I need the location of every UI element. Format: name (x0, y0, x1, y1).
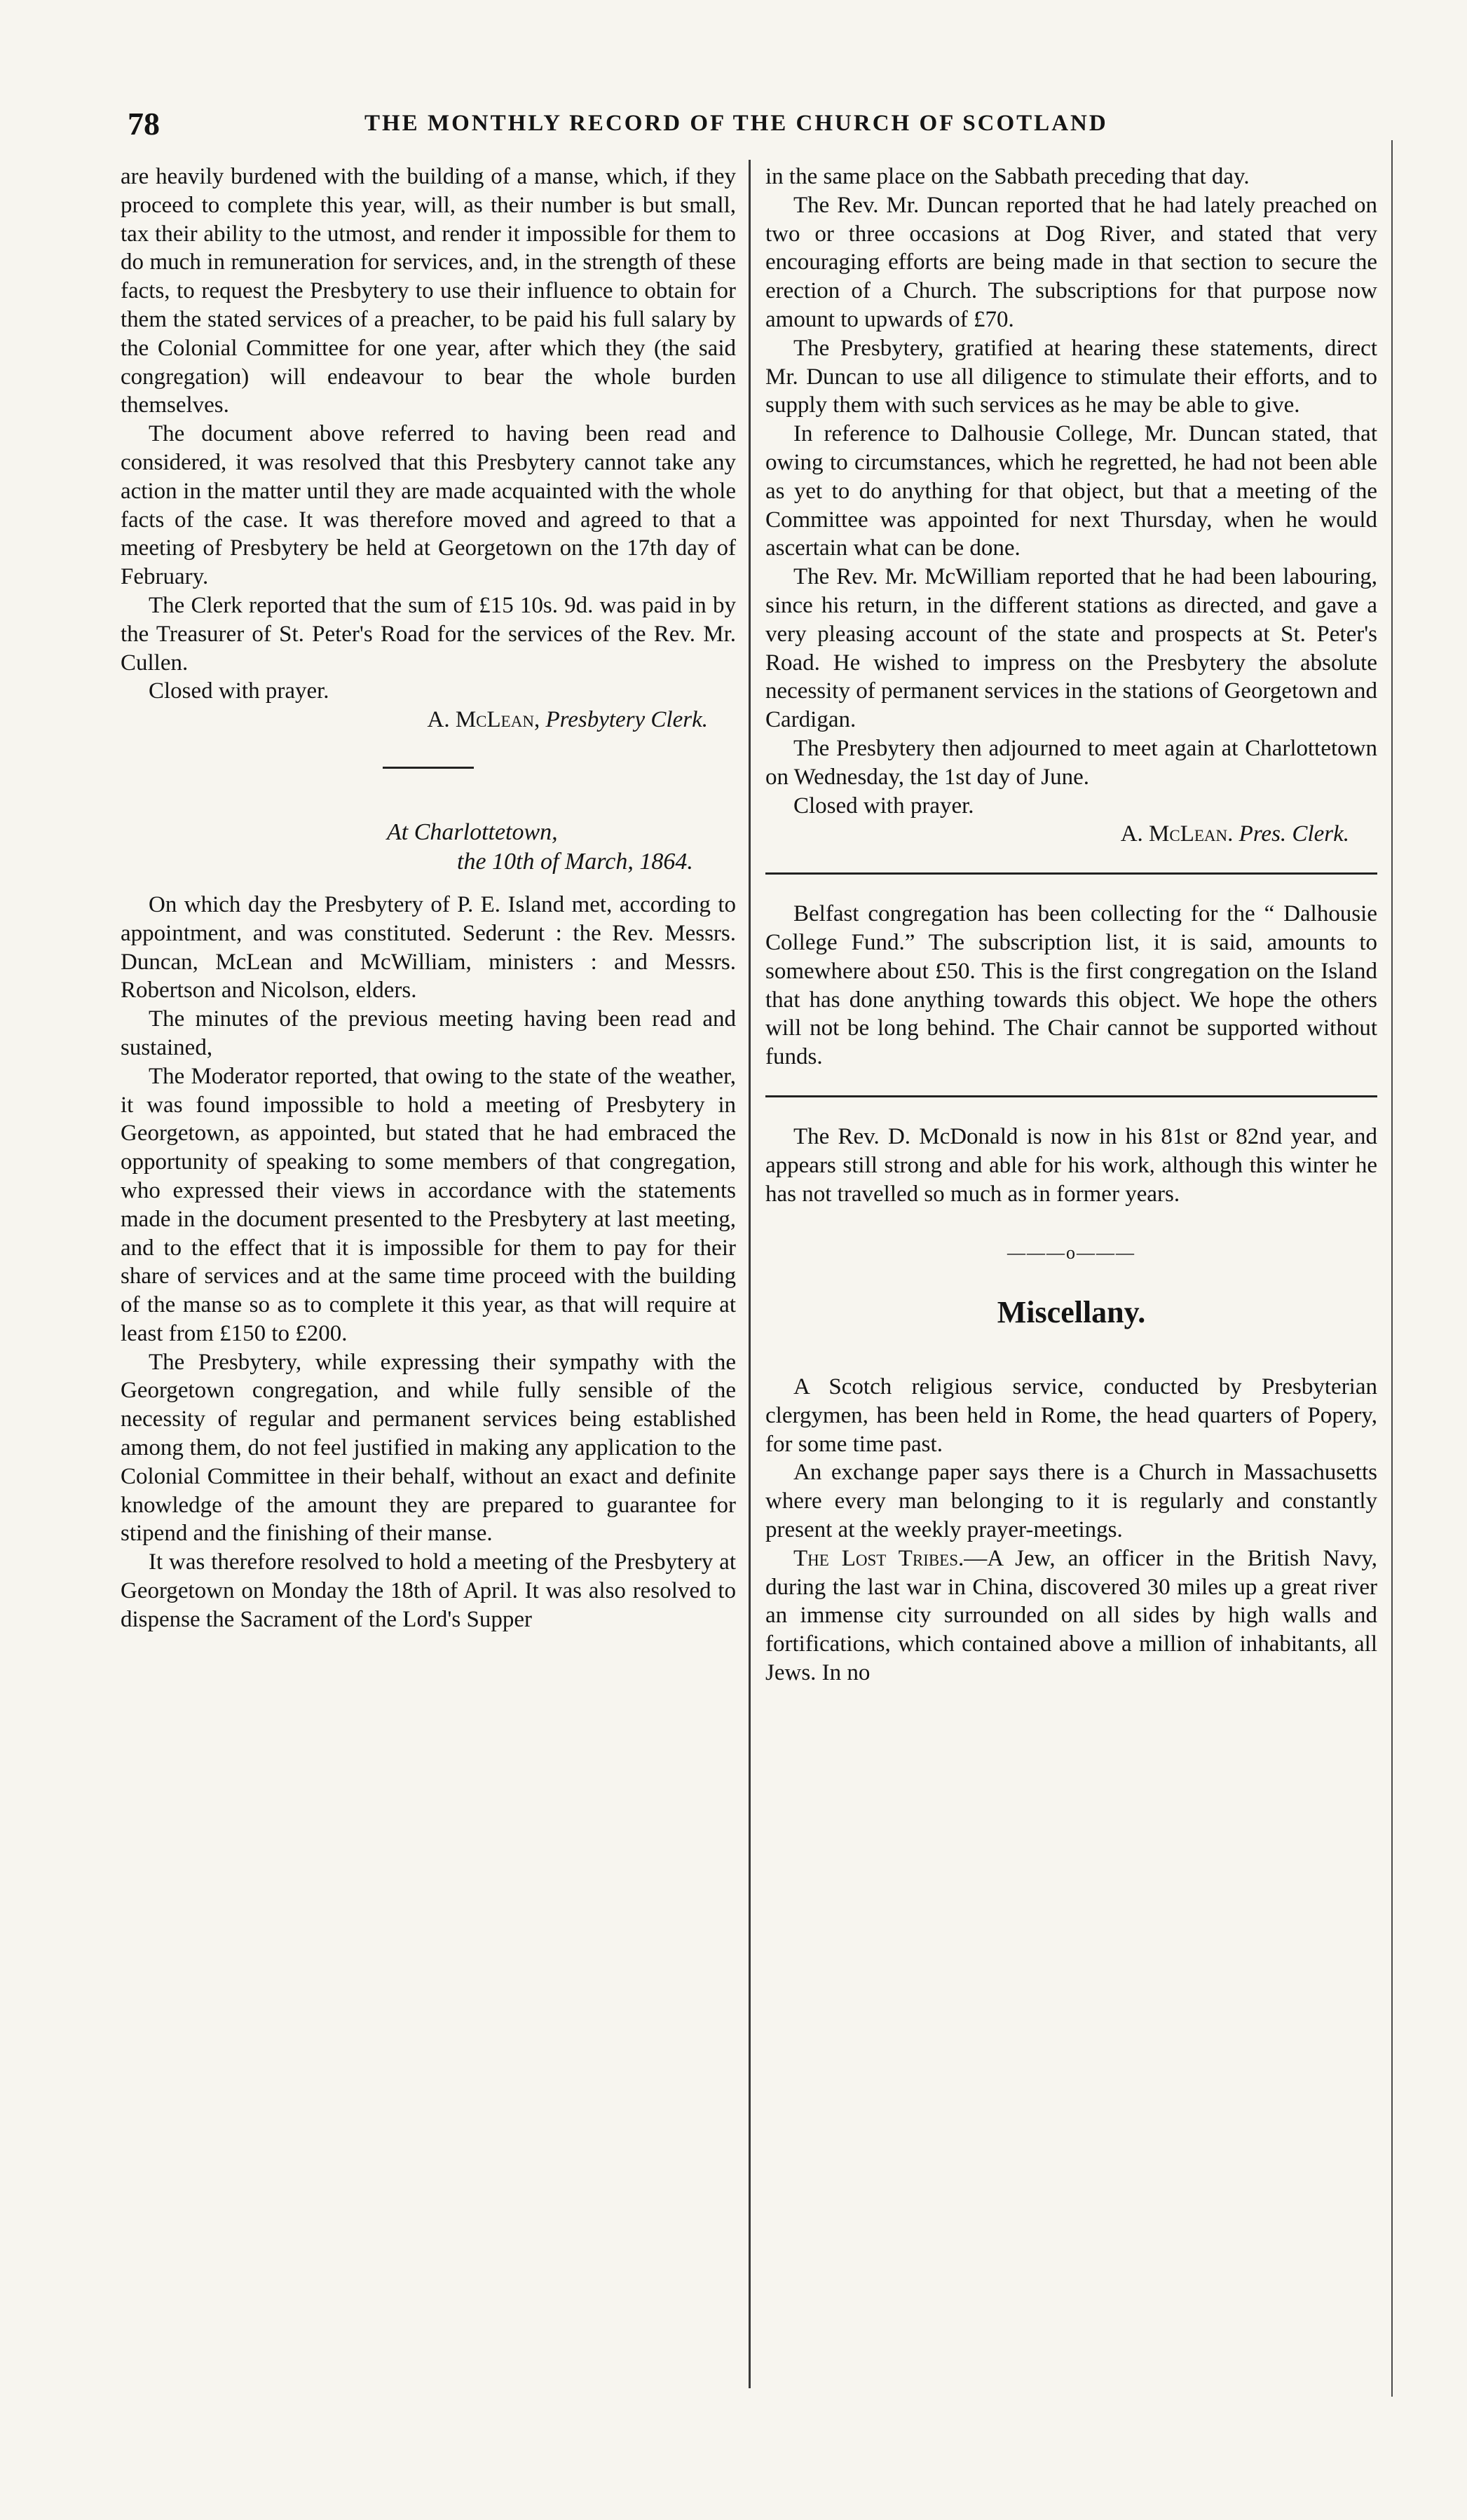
page-edge-rule (1391, 140, 1393, 2397)
dateline-date: the 10th of March, 1864. (457, 848, 693, 875)
ornament-divider: ———o——— (1007, 1242, 1135, 1264)
paragraph: Closed with prayer. (149, 678, 329, 704)
paragraph: Closed with prayer. (793, 793, 974, 819)
paragraph: The Moderator reported, that owing to the state of the weather, it was found impossible to hold a meeting of Presbytery in Georgetown, as appointed, but stated that he had embraced the opportunity of speaking to some members of that congregation, who expressed their views in accordance with the statements made in the document presented to the Presbytery at last meeting, and to the effect that it is impossible for them to pay for their share of services and at the same time proceed with the building of the manse so as to complete it this year, as that will require at least from £150 to £200. (121, 1063, 736, 1346)
paragraph: The Rev. Mr. Duncan reported that he had lately preached on two or three occasions at Dog River, and stated that very encouraging efforts are being made in that section to secure the erection of a Church. The subscriptions for that purpose now amount to upwards of £70. (765, 192, 1377, 332)
article-lead: The Lost Tribes. (793, 1545, 964, 1571)
signature (121, 706, 736, 734)
running-head (0, 105, 1467, 147)
signature-name: A. McLean, (427, 707, 540, 733)
paragraph: The document above referred to having been read and considered, it was resolved that this Presbytery cannot take any action in the matter until they are made acquainted with the whole facts of the case. It was therefore moved and agreed to that a meeting of Presbytery be held at Georgetown on the 17th day of February. (121, 421, 736, 590)
paragraph: The minutes of the previous meeting having been read and sustained, (121, 1006, 736, 1060)
paragraph: The Presbytery then adjourned to meet again at Charlottetown on Wednesday, the 1st day of June. (765, 735, 1377, 790)
page-number: 78 (128, 106, 160, 142)
paragraph: The Presbytery, gratified at hearing these statements, direct Mr. Duncan to use all diligence to stimulate their efforts, and to supply them with such services as he may be able to give. (765, 335, 1377, 418)
left-column (121, 163, 736, 1634)
signature-role: Presbytery Clerk. (545, 707, 708, 733)
paragraph: An exchange paper says there is a Church in Massachusetts where every man belonging to it is regularly and constantly present at the weekly prayer-meetings. (765, 1460, 1377, 1543)
paragraph: The Clerk reported that the sum of £15 10s. 9d. was paid in by the Treasurer of St. Peter's Road for the services of the Rev. Mr. Cullen. (121, 592, 736, 676)
signature-name: A. McLean. (1120, 821, 1234, 847)
article-text: —A Jew, an officer in the British Navy, during the last war in China, discovered 30 miles up a great river an immense city surrounded on all sides by high walls and fortifications, which contained above a million of inhabitants, all Jews. In no (765, 1545, 1377, 1686)
section-rule (765, 1095, 1377, 1097)
dateline (121, 818, 736, 877)
section-rule (383, 767, 474, 769)
paragraph: are heavily burdened with the building of a manse, which, if they proceed to complete this year, will, as their number is but small, tax their ability to the utmost, and render it impossible for them to do much in remuneration for services, and, in the strength of these facts, to request the Presbytery to use their influence to obtain for them the stated services of a preacher, to be paid his full salary by the Colonial Committee for one year, after which they (the said congregation) will endeavour to bear the whole burden themselves. (121, 164, 736, 418)
paragraph: In reference to Dalhousie College, Mr. Duncan stated, that owing to circumstances, which he regretted, he had not been able as yet to do anything for that object, but that a meeting of the Committee was appointed for next Thursday, when he would ascertain what can be done. (765, 421, 1377, 561)
paragraph: The Rev. Mr. McWilliam reported that he had been labouring, since his return, in the different stations as directed, and gave a very pleasing account of the state and prospects at St. Peter's Road. He wished to impress on the Presbytery the absolute necessity of permanent services in the stations of Georgetown and Cardigan. (765, 564, 1377, 733)
paragraph: in the same place on the Sabbath preceding that day. (765, 164, 1250, 189)
section-heading: Miscellany. (997, 1295, 1146, 1330)
paragraph: Belfast congregation has been collecting for the “ Dalhousie College Fund.” The subscription list, it is said, amounts to somewhere about £50. This is the first congregation on the Island that has done anything towards this object. We hope the others will not be long behind. The Chair cannot be supported without funds. (765, 901, 1377, 1070)
paragraph: On which day the Presbytery of P. E. Island met, according to appointment, and was constituted. Sederunt : the Rev. Messrs. Duncan, McLean and McWilliam, ministers : and Messrs. Robertson and Nicolson, elders. (121, 891, 736, 1004)
signature (765, 820, 1377, 849)
paragraph: The Presbytery, while expressing their sympathy with the Georgetown congregation, and while fully sensible of the necessity of regular and permanent services being established among them, do not feel justified in making any application to the Colonial Committee in their behalf, without an exact and definite knowledge of the amount they are prepared to guarantee for stipend and the finishing of their manse. (121, 1349, 736, 1547)
right-column (765, 163, 1377, 1687)
dateline-place: At Charlottetown, (387, 819, 558, 845)
signature-role: Pres. Clerk. (1239, 821, 1349, 847)
paragraph: It was therefore resolved to hold a meeting of the Presbytery at Georgetown on Monday the 18th of April. It was also resolved to dispense the Sacrament of the Lord's Supper (121, 1549, 736, 1632)
column-divider (749, 160, 751, 2388)
section-rule (765, 872, 1377, 875)
paragraph: A Scotch religious service, conducted by Presbyterian clergymen, has been held in Rome, the head quarters of Popery, for some time past. (765, 1374, 1377, 1457)
paragraph: The Rev. D. McDonald is now in his 81st or 82nd year, and appears still strong and able for his work, although this winter he has not travelled so much as in former years. (765, 1123, 1377, 1207)
running-title: THE MONTHLY RECORD OF THE CHURCH OF SCOTLAND (364, 111, 1108, 136)
paragraph (765, 1545, 1377, 1687)
